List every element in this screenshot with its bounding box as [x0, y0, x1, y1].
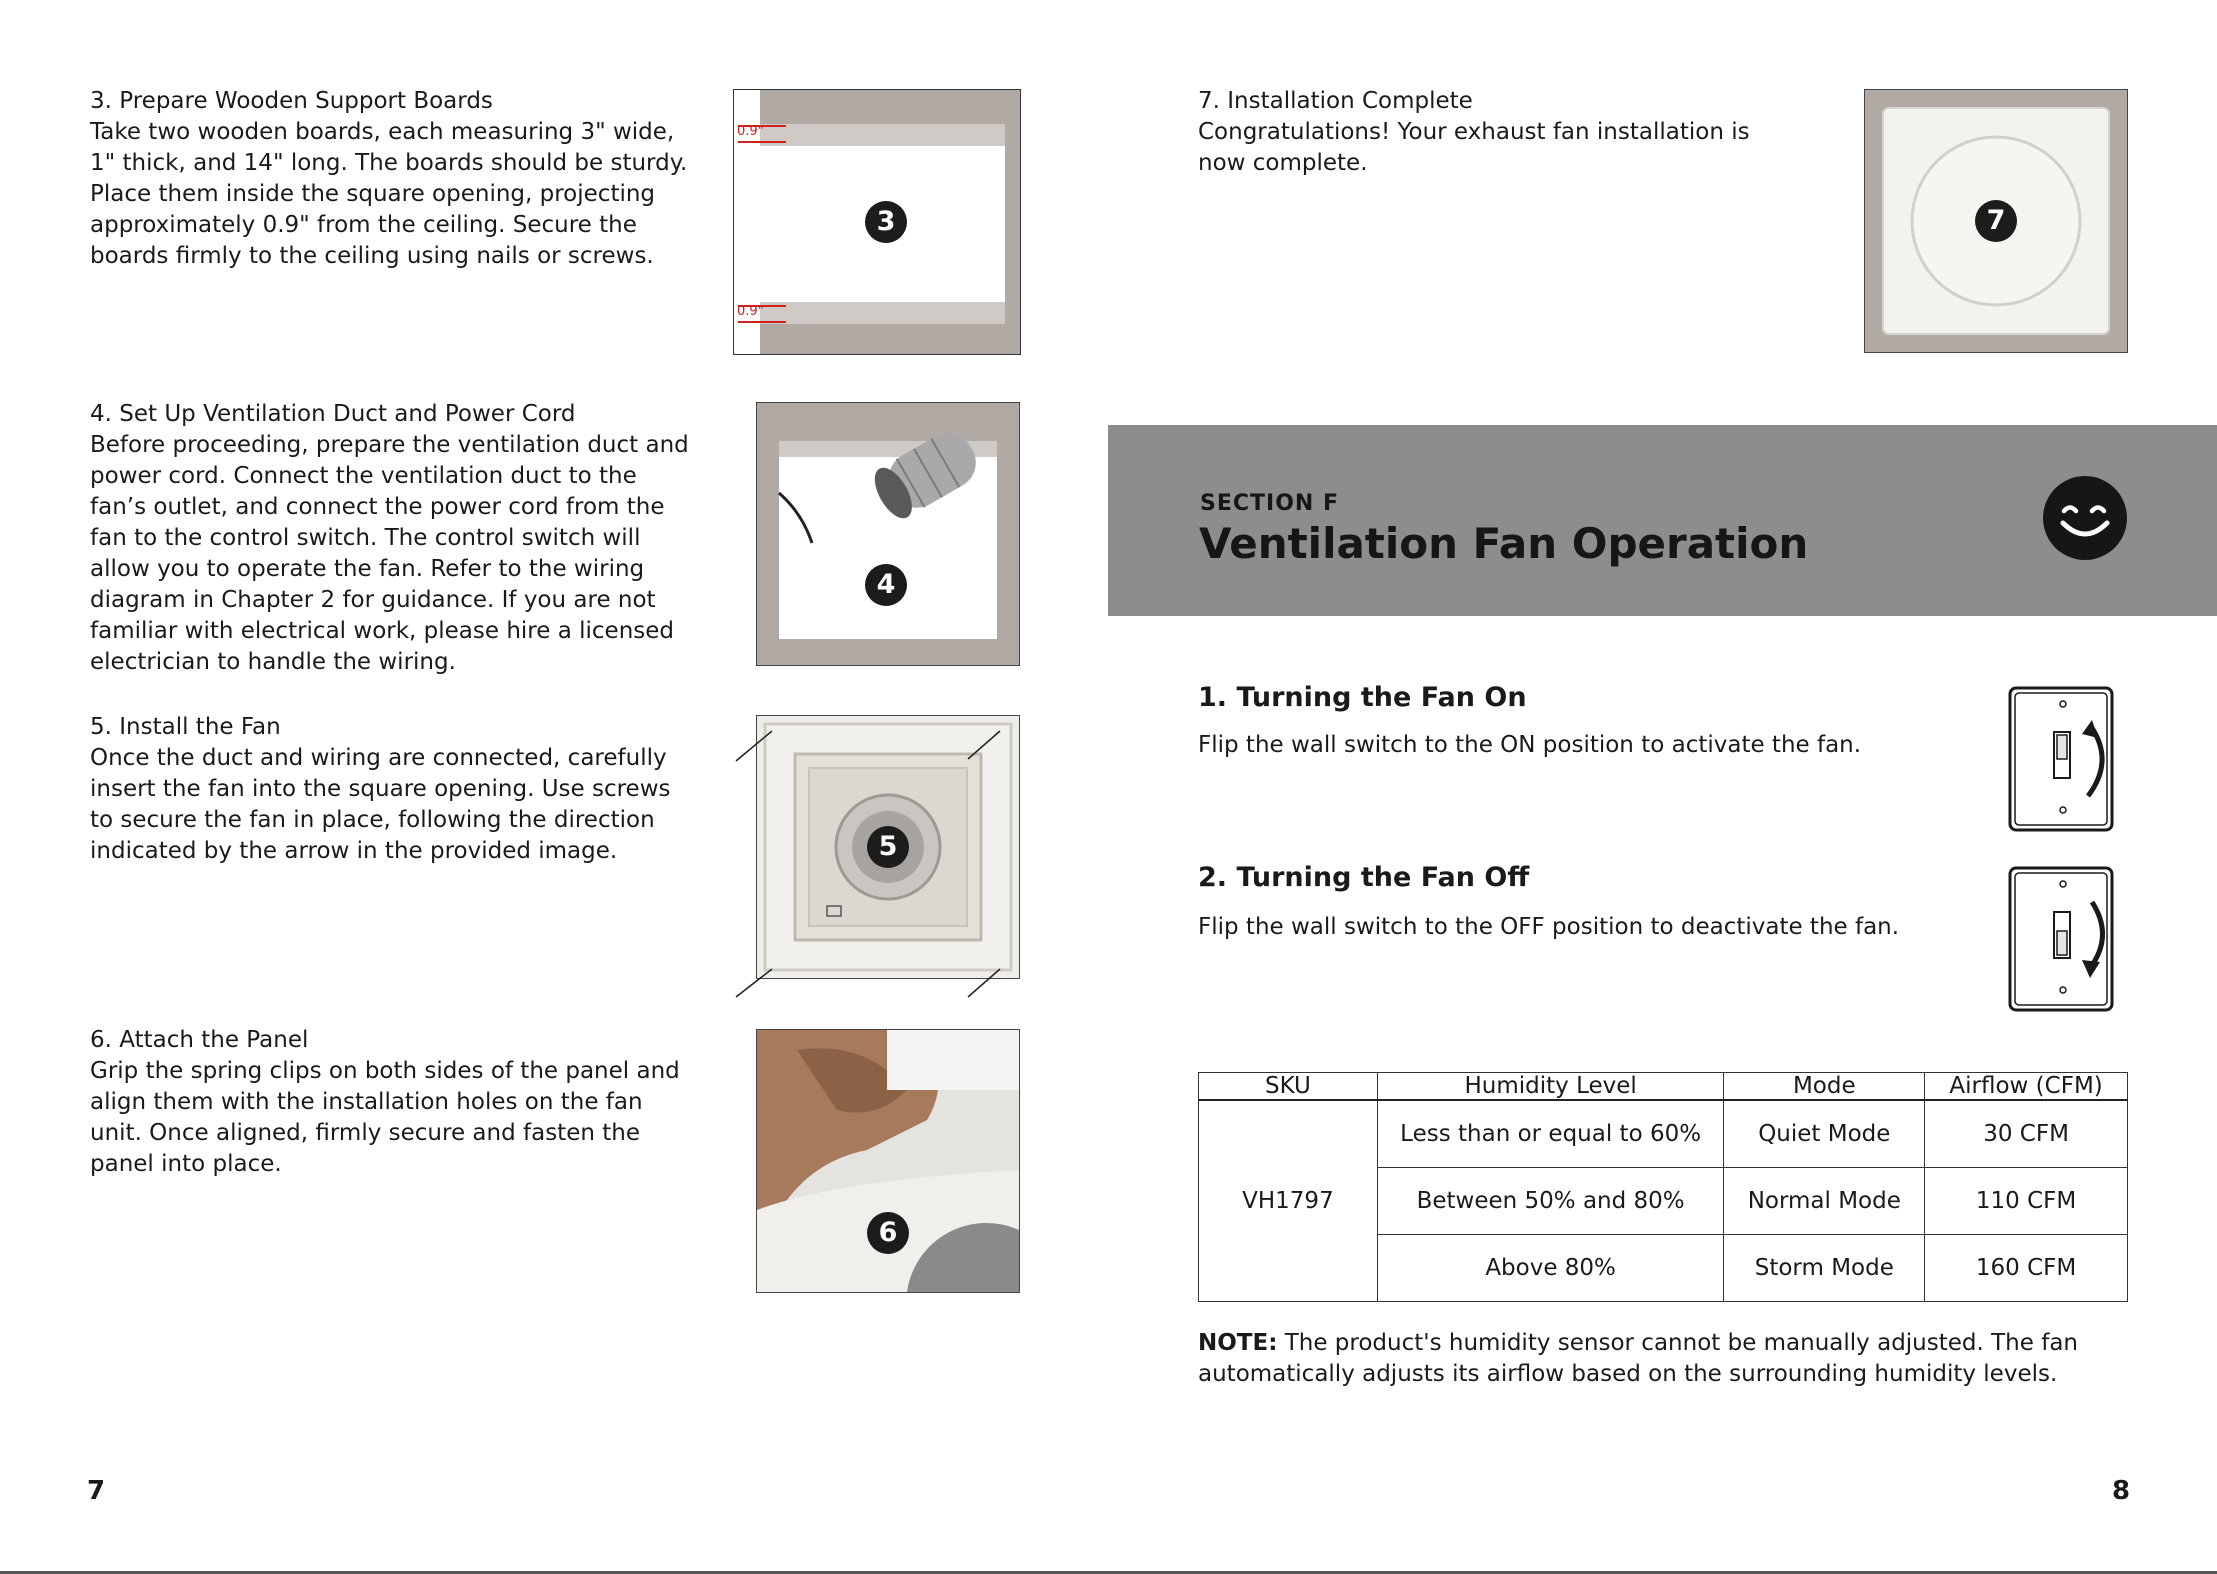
step-3-image [733, 89, 1021, 355]
step-6-body: Grip the spring clips on both sides of the panel and align them with the installation holes on the fan unit. Once aligned, firmly secure and fasten the panel into place. [90, 1058, 680, 1177]
step-5-title: 5. Install the Fan [90, 714, 281, 740]
table-header-cell: Mode [1724, 1073, 1925, 1101]
step-7-title: 7. Installation Complete [1198, 88, 1473, 114]
step-4-body: Before proceeding, prepare the ventilation duct and power cord. Connect the ventilation duct to the fan’s outlet, and connect the power cord from the fan to the control switch. The control switch will allow you to operate the fan. Refer to the wiring diagram in Chapter 2 for guidance. If you are not familiar with electrical work, please hire a licensed electrician to handle the wiring. [90, 432, 689, 675]
table-header-cell: Airflow (CFM) [1925, 1073, 2128, 1101]
table-cell: Normal Mode [1724, 1168, 1925, 1235]
step-6-image [756, 1029, 1020, 1293]
table-cell: Storm Mode [1724, 1235, 1925, 1302]
op-on-text: Flip the wall switch to the ON position to activate the fan. [1198, 732, 1862, 758]
table-cell: Between 50% and 80% [1377, 1168, 1724, 1235]
switch-off-icon [2006, 864, 2116, 1014]
step-5-badge: 5 [867, 826, 909, 868]
table-row [1199, 1100, 2128, 1168]
sku-cell: VH1797 [1199, 1100, 1378, 1302]
table-cell: Above 80% [1377, 1235, 1724, 1302]
switch-on-icon [2006, 684, 2116, 834]
op-off-title: 2. Turning the Fan Off [1198, 862, 1530, 893]
step-7-badge: 7 [1975, 200, 2017, 242]
step-7-image [1864, 89, 2128, 353]
humidity-note [1198, 1328, 2128, 1390]
step-7-body: Congratulations! Your exhaust fan installation is now complete. [1198, 119, 1750, 176]
table-cell: Less than or equal to 60% [1377, 1100, 1724, 1168]
step-3-badge: 3 [865, 201, 907, 243]
table-cell: 110 CFM [1925, 1168, 2128, 1235]
step-4-image [756, 402, 1020, 666]
step-4-title: 4. Set Up Ventilation Duct and Power Cord [90, 401, 576, 427]
page-number-left: 7 [87, 1476, 106, 1506]
step-5-body: Once the duct and wiring are connected, carefully insert the fan into the square opening. Use screws to secure the fan in place, following the direction indicated by the arrow in the provided image. [90, 745, 671, 864]
op-off-text: Flip the wall switch to the OFF position to deactivate the fan. [1198, 914, 1900, 940]
step-3-text [90, 86, 700, 272]
step-3-body: Take two wooden boards, each measuring 3" wide, 1" thick, and 14" long. The boards should be sturdy. Place them inside the square opening, projecting approximately 0.9" from the ceiling. Secure the boards firmly to the ceiling using nails or screws. [90, 119, 688, 269]
step-3-title: 3. Prepare Wooden Support Boards [90, 88, 493, 114]
step-6-title: 6. Attach the Panel [90, 1027, 309, 1053]
table-cell: Quiet Mode [1724, 1100, 1925, 1168]
table-cell: 160 CFM [1925, 1235, 2128, 1302]
step-4-text [90, 399, 700, 678]
screw-direction-arrows [732, 715, 1032, 1005]
table-header-cell: SKU [1199, 1073, 1378, 1101]
step-6-text [90, 1025, 700, 1180]
step-7-text [1198, 86, 1798, 179]
table-header-row [1199, 1073, 2128, 1101]
measure-label-bottom: 0.9" [737, 304, 764, 319]
op-on-title: 1. Turning the Fan On [1198, 682, 1527, 713]
section-title: Ventilation Fan Operation [1199, 519, 1809, 568]
step-6-badge: 6 [867, 1212, 909, 1254]
table-header-cell: Humidity Level [1377, 1073, 1724, 1101]
section-header [1108, 425, 2217, 616]
table-cell: 30 CFM [1925, 1100, 2128, 1168]
section-label: SECTION F [1200, 491, 1340, 516]
step-4-badge: 4 [865, 564, 907, 606]
step-5-text [90, 712, 700, 867]
page-number-right: 8 [2112, 1476, 2131, 1506]
airflow-spec-table [1198, 1072, 2128, 1302]
note-text: The product's humidity sensor cannot be manually adjusted. The fan automatically adjusts its airflow based on the surrounding humidity levels. [1198, 1330, 2078, 1387]
note-label: NOTE: [1198, 1330, 1278, 1356]
smiley-wink-icon [2040, 473, 2130, 563]
measure-label-top: 0.9" [737, 124, 764, 139]
